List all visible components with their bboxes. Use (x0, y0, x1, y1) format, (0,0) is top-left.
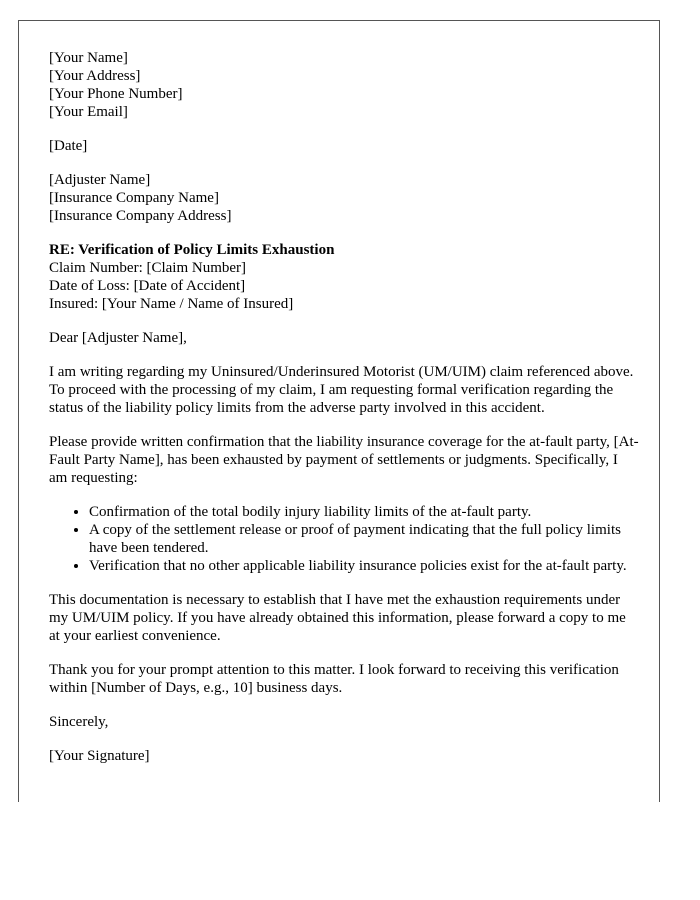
recipient-name: [Adjuster Name] (49, 172, 151, 188)
date-block (49, 137, 639, 155)
body-paragraph-3: This documentation is necessary to establish that I have met the exhaustion requirements under my UM/UIM policy. If you have already obtained this information, please forward a copy to me at your earliest convenience. (49, 592, 626, 644)
request-item-2: • A copy of the settlement release or proof of payment indicating that the full policy limits have been tendered. (89, 521, 639, 557)
date-of-loss: Date of Loss: [Date of Accident] (49, 278, 246, 294)
sender-address: [Your Address] (49, 68, 141, 84)
reference-block (49, 241, 639, 313)
recipient-company: [Insurance Company Name] (49, 190, 219, 206)
sender-block (49, 49, 639, 121)
subject-line: RE: Verification of Policy Limits Exhaustion (49, 242, 335, 258)
sender-name: [Your Name] (49, 50, 128, 66)
request-list (49, 503, 639, 575)
request-item-3: • Verification that no other applicable liability insurance policies exist for the at-fault party. (89, 557, 639, 575)
sender-email: [Your Email] (49, 104, 128, 120)
insured-line: Insured: [Your Name / Name of Insured] (49, 296, 294, 312)
salutation: Dear [Adjuster Name], (49, 330, 187, 346)
body-paragraph-4: Thank you for your prompt attention to this matter. I look forward to receiving this verification within [Number of Days, e.g., 10] business days. (49, 662, 619, 696)
recipient-block (49, 171, 639, 225)
body-paragraph-2: Please provide written confirmation that the liability insurance coverage for the at-fault party, [At-Fault Party Name], has been exhausted by payment of settlements or judgments. Specifically, I am requesting: (49, 434, 639, 486)
recipient-address: [Insurance Company Address] (49, 208, 232, 224)
request-item-1: • Confirmation of the total bodily injury liability limits of the at-fault party. (89, 503, 639, 521)
sender-phone: [Your Phone Number] (49, 86, 183, 102)
signature: [Your Signature] (49, 748, 150, 764)
letter-date: [Date] (49, 138, 88, 154)
letter-page (18, 20, 660, 802)
body-paragraph-1: I am writing regarding my Uninsured/Underinsured Motorist (UM/UIM) claim referenced above. To proceed with the processing of my claim, I am requesting formal verification regarding the status of the liability policy limits from the adverse party involved in this accident. (49, 364, 634, 416)
claim-number: Claim Number: [Claim Number] (49, 260, 247, 276)
sign-off: Sincerely, (49, 714, 109, 730)
